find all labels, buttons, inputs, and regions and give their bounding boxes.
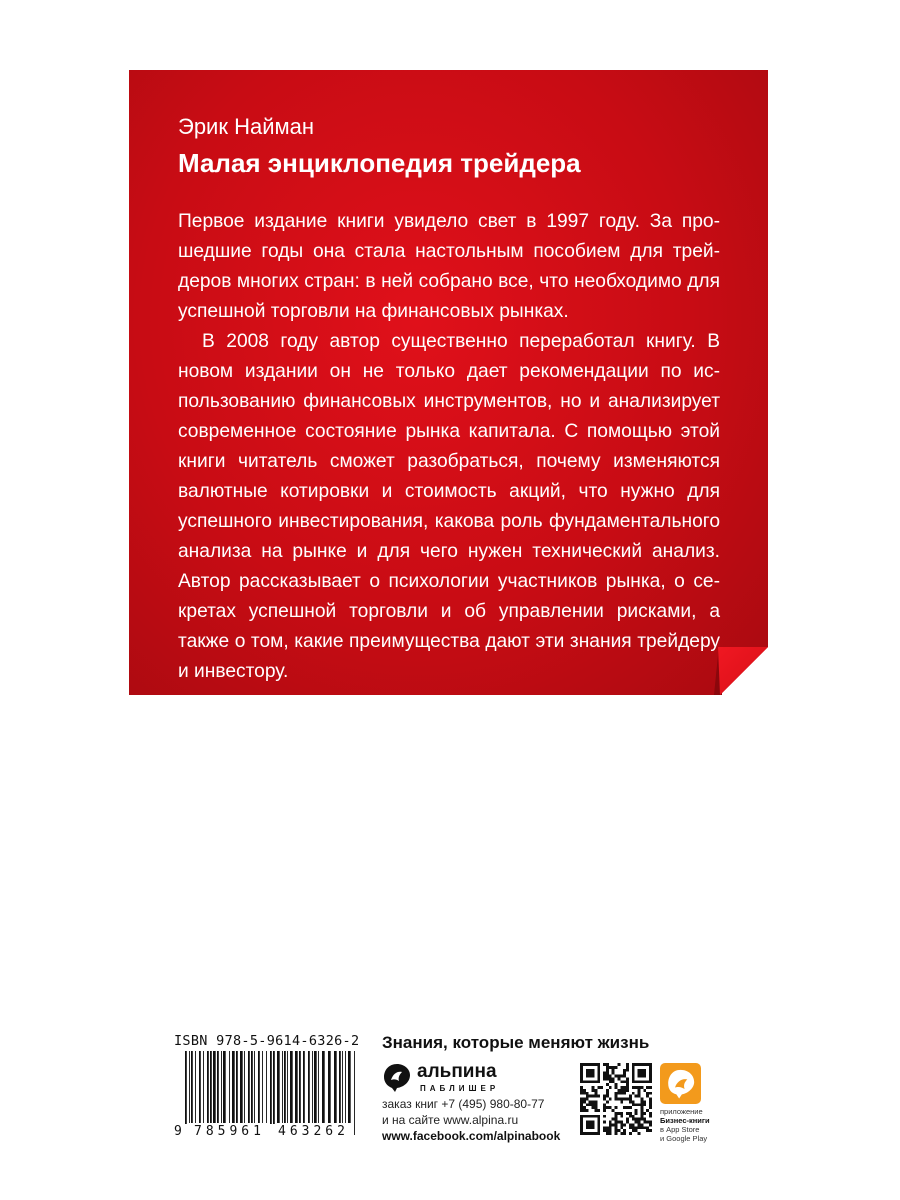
qr-module <box>626 1098 629 1101</box>
isbn-label: ISBN 978-5-9614-6326-2 <box>174 1033 360 1049</box>
qr-module <box>626 1083 629 1086</box>
order-phone: заказ книг +7 (495) 980-80-77 <box>382 1097 545 1111</box>
barcode-bar <box>254 1051 255 1123</box>
qr-module <box>615 1083 618 1086</box>
barcode-bar <box>251 1051 253 1123</box>
qr-module <box>623 1086 626 1089</box>
qr-module <box>615 1092 618 1095</box>
qr-module <box>603 1121 606 1124</box>
qr-module <box>586 1109 589 1112</box>
book-title: Малая энциклопедия трейдера <box>178 148 581 178</box>
qr-module <box>638 1126 641 1129</box>
qr-module <box>609 1066 612 1069</box>
qr-module <box>583 1098 586 1101</box>
qr-module <box>586 1095 589 1098</box>
barcode-bar <box>345 1051 346 1123</box>
ean-digits <box>174 1124 349 1139</box>
qr-module <box>620 1132 623 1135</box>
qr-module <box>609 1132 612 1135</box>
qr-module <box>626 1106 629 1109</box>
qr-module <box>609 1086 612 1089</box>
ean-digit-group: 785961 <box>194 1124 265 1139</box>
barcode-bar <box>229 1051 230 1123</box>
qr-module <box>620 1112 623 1115</box>
qr-module <box>623 1092 626 1095</box>
qr-module <box>615 1129 618 1132</box>
qr-module <box>603 1075 606 1078</box>
barcode-bar <box>284 1051 286 1123</box>
qr-module <box>603 1103 606 1106</box>
qr-module <box>623 1072 626 1075</box>
qr-module <box>620 1126 623 1129</box>
barcode-bar <box>189 1051 190 1123</box>
ean-digit-group: 9 <box>174 1124 182 1139</box>
qr-module <box>623 1106 626 1109</box>
qr-module <box>640 1123 643 1126</box>
qr-module <box>586 1092 589 1095</box>
barcode-bar <box>195 1051 196 1123</box>
qr-module <box>592 1086 595 1089</box>
qr-module <box>597 1095 600 1098</box>
qr-module <box>606 1092 609 1095</box>
qr-module <box>617 1092 620 1095</box>
qr-module <box>603 1126 606 1129</box>
barcode-bar <box>299 1051 301 1123</box>
qr-module <box>603 1109 606 1112</box>
qr-module <box>629 1095 632 1098</box>
qr-module <box>617 1063 620 1066</box>
barcode-bar <box>207 1051 209 1123</box>
qr-module <box>612 1123 615 1126</box>
qr-module <box>589 1100 592 1103</box>
barcode-bar <box>240 1051 243 1123</box>
barcode-bar <box>312 1051 313 1123</box>
qr-module <box>615 1118 618 1121</box>
qr-module <box>638 1132 641 1135</box>
qr-module <box>626 1089 629 1092</box>
qr-module <box>640 1118 643 1121</box>
qr-module <box>615 1123 618 1126</box>
qr-module <box>638 1092 641 1095</box>
qr-module <box>643 1103 646 1106</box>
qr-module <box>586 1098 589 1101</box>
qr-module <box>606 1100 609 1103</box>
qr-module <box>623 1123 626 1126</box>
barcode-bar <box>314 1051 317 1123</box>
qr-module <box>649 1129 652 1132</box>
ean-digit-group: 463262 <box>278 1124 349 1139</box>
qr-module <box>635 1103 638 1106</box>
barcode-bar <box>277 1051 280 1123</box>
qr-module <box>617 1089 620 1092</box>
qr-module <box>580 1089 583 1092</box>
qr-module <box>609 1106 612 1109</box>
qr-module <box>609 1126 612 1129</box>
alpina-logo-icon <box>382 1062 412 1092</box>
qr-module <box>606 1083 609 1086</box>
qr-module <box>629 1132 632 1135</box>
qr-module <box>580 1098 583 1101</box>
barcode-bar <box>334 1051 337 1123</box>
qr-module <box>646 1086 649 1089</box>
qr-module <box>649 1092 652 1095</box>
qr-module <box>646 1126 649 1129</box>
barcode-bar <box>266 1051 267 1123</box>
qr-module <box>626 1063 629 1066</box>
qr-module <box>583 1106 586 1109</box>
qr-module <box>580 1109 583 1112</box>
qr-module <box>615 1066 618 1069</box>
qr-module <box>600 1086 603 1089</box>
qr-module <box>646 1129 649 1132</box>
qr-module <box>617 1121 620 1124</box>
qr-module <box>603 1063 606 1066</box>
qr-module <box>594 1109 597 1112</box>
qr-module <box>612 1072 615 1075</box>
qr-module <box>626 1118 629 1121</box>
qr-module <box>640 1115 643 1118</box>
qr-module <box>623 1075 626 1078</box>
qr-module <box>592 1095 595 1098</box>
qr-module <box>646 1095 649 1098</box>
qr-module <box>620 1098 623 1101</box>
qr-module <box>626 1086 629 1089</box>
qr-module <box>603 1077 606 1080</box>
qr-module <box>583 1100 586 1103</box>
qr-module <box>609 1123 612 1126</box>
qr-module <box>649 1106 652 1109</box>
qr-module <box>626 1077 629 1080</box>
qr-module <box>626 1121 629 1124</box>
qr-module <box>649 1098 652 1101</box>
qr-module <box>623 1069 626 1072</box>
app-store-text: в App Store <box>660 1125 700 1134</box>
qr-module <box>586 1103 589 1106</box>
qr-module <box>606 1126 609 1129</box>
qr-module <box>606 1129 609 1132</box>
app-logo-icon <box>660 1063 701 1104</box>
qr-module <box>623 1098 626 1101</box>
qr-module <box>594 1106 597 1109</box>
qr-module <box>629 1098 632 1101</box>
qr-module <box>649 1121 652 1124</box>
qr-module <box>623 1129 626 1132</box>
publisher-name: альпина <box>417 1061 497 1082</box>
qr-module <box>643 1100 646 1103</box>
qr-module <box>638 1121 641 1124</box>
qr-module <box>629 1123 632 1126</box>
author-name: Эрик Найман <box>178 114 314 139</box>
qr-module <box>640 1086 643 1089</box>
barcode-bar <box>244 1051 245 1123</box>
qr-module <box>640 1112 643 1115</box>
qr-module <box>649 1103 652 1106</box>
qr-module <box>606 1132 609 1135</box>
qr-module <box>620 1092 623 1095</box>
qr-module <box>609 1129 612 1132</box>
qr-module <box>586 1121 595 1130</box>
qr-module <box>620 1080 623 1083</box>
qr-module <box>620 1121 623 1124</box>
qr-module <box>615 1095 618 1098</box>
description-paragraph: В 2008 году автор существенно переработал книгу. В новом издании он не только дает рекомендации по использованию финансовых инструментов, но и анализирует современное состояние рынка капитала. С помощью этой книги читатель сможет разобраться, почему изменяются валютные котировки и стоимость акций, что нужно для успешного инвестирования, какова роль фундаментального анализа на рынке и для чего нужен технический анализ. Автор рассказывает о психологии участников рынка, о секретах успешной торговли и об управлении рисками, а также о том, какие преимущества дают эти знания трейдеру и инвестору. <box>178 331 720 682</box>
qr-module <box>580 1092 583 1095</box>
page-fold-corner <box>718 647 768 695</box>
qr-module <box>609 1098 612 1101</box>
barcode-bar <box>221 1051 222 1123</box>
barcode-bar <box>185 1051 187 1135</box>
barcode-bar <box>223 1051 226 1123</box>
qr-module <box>635 1112 638 1115</box>
qr-module <box>632 1086 635 1089</box>
qr-module <box>620 1089 623 1092</box>
barcode-bar <box>217 1051 219 1123</box>
qr-module <box>592 1089 595 1092</box>
qr-module <box>597 1086 600 1089</box>
qr-module <box>646 1109 649 1112</box>
qr-module <box>606 1089 609 1092</box>
qr-module <box>609 1075 612 1078</box>
barcode-bar <box>354 1051 355 1135</box>
qr-module <box>615 1126 618 1129</box>
barcode-bar <box>236 1051 238 1123</box>
qr-module <box>649 1086 652 1089</box>
qr-module <box>635 1086 638 1089</box>
qr-module <box>629 1100 632 1103</box>
qr-module <box>583 1092 586 1095</box>
qr-module <box>638 1095 641 1098</box>
qr-module <box>632 1126 635 1129</box>
qr-module <box>623 1089 626 1092</box>
qr-module <box>603 1129 606 1132</box>
qr-module <box>638 1069 647 1078</box>
barcode-bar <box>232 1051 235 1123</box>
qr-module <box>606 1106 609 1109</box>
google-play-text: и Google Play <box>660 1134 708 1143</box>
qr-module <box>603 1098 606 1101</box>
qr-module <box>632 1103 635 1106</box>
qr-module <box>640 1103 643 1106</box>
qr-module <box>629 1126 632 1129</box>
qr-module <box>603 1115 606 1118</box>
qr-module <box>629 1106 632 1109</box>
qr-module <box>594 1103 597 1106</box>
qr-module <box>592 1103 595 1106</box>
qr-module <box>640 1098 643 1101</box>
qr-module <box>632 1100 635 1103</box>
qr-module <box>589 1103 592 1106</box>
barcode-bar <box>273 1051 275 1135</box>
qr-module <box>594 1100 597 1103</box>
qr-module <box>612 1109 615 1112</box>
qr-module <box>615 1086 618 1089</box>
qr-module <box>626 1080 629 1083</box>
qr-module <box>643 1121 646 1124</box>
barcode-bar <box>282 1051 283 1123</box>
facebook-link[interactable]: www.facebook.com/alpinabook <box>382 1129 561 1143</box>
qr-module <box>612 1077 615 1080</box>
qr-module <box>623 1132 626 1135</box>
qr-module <box>629 1112 632 1115</box>
qr-module <box>638 1118 641 1121</box>
qr-module <box>635 1126 638 1129</box>
qr-module <box>623 1080 626 1083</box>
qr-module <box>617 1077 620 1080</box>
qr-module <box>626 1112 629 1115</box>
qr-module <box>580 1103 583 1106</box>
qr-module <box>632 1118 635 1121</box>
qr-code-icon[interactable] <box>580 1063 652 1135</box>
qr-module <box>615 1106 618 1109</box>
qr-module <box>638 1123 641 1126</box>
barcode-bar <box>303 1051 305 1123</box>
barcode-bar <box>339 1051 341 1123</box>
qr-module <box>632 1115 635 1118</box>
qr-module <box>606 1072 609 1075</box>
qr-module <box>594 1092 597 1095</box>
qr-module <box>586 1069 595 1078</box>
qr-module <box>632 1123 635 1126</box>
barcode-bar <box>199 1051 201 1123</box>
app-name: Бизнес-книги <box>660 1116 710 1125</box>
qr-module <box>612 1118 615 1121</box>
qr-module <box>638 1103 641 1106</box>
qr-module <box>646 1092 649 1095</box>
qr-module <box>606 1077 609 1080</box>
qr-module <box>620 1075 623 1078</box>
qr-module <box>617 1075 620 1078</box>
qr-module <box>649 1100 652 1103</box>
qr-module <box>620 1086 623 1089</box>
qr-module <box>580 1106 583 1109</box>
barcode-bar <box>295 1051 298 1123</box>
qr-module <box>632 1092 635 1095</box>
barcode-bar <box>248 1051 250 1123</box>
barcode-bar <box>210 1051 212 1123</box>
qr-module <box>594 1095 597 1098</box>
qr-module <box>612 1080 615 1083</box>
qr-module <box>606 1066 609 1069</box>
qr-module <box>638 1086 641 1089</box>
barcode-bar <box>342 1051 343 1123</box>
qr-module <box>589 1095 592 1098</box>
qr-module <box>649 1112 652 1115</box>
qr-module <box>643 1112 646 1115</box>
barcode-bar <box>203 1051 204 1123</box>
website-link[interactable]: и на сайте www.alpina.ru <box>382 1113 519 1127</box>
barcode-bar <box>191 1051 193 1123</box>
qr-module <box>580 1086 583 1089</box>
qr-module <box>635 1109 638 1112</box>
qr-module <box>592 1106 595 1109</box>
qr-module <box>612 1066 615 1069</box>
qr-module <box>580 1100 583 1103</box>
qr-module <box>606 1075 609 1078</box>
qr-module <box>615 1075 618 1078</box>
qr-module <box>597 1109 600 1112</box>
qr-module <box>635 1129 638 1132</box>
qr-module <box>583 1109 586 1112</box>
qr-module <box>638 1089 641 1092</box>
qr-module <box>615 1132 618 1135</box>
qr-module <box>640 1109 643 1112</box>
qr-module <box>635 1121 638 1124</box>
qr-module <box>643 1126 646 1129</box>
barcode-bar <box>258 1051 260 1123</box>
qr-module <box>620 1123 623 1126</box>
qr-module <box>606 1095 609 1098</box>
qr-module <box>609 1121 612 1124</box>
qr-module <box>626 1069 629 1072</box>
qr-module <box>592 1100 595 1103</box>
qr-module <box>640 1100 643 1103</box>
qr-module <box>615 1098 618 1101</box>
qr-module <box>643 1118 646 1121</box>
barcode-bar <box>308 1051 310 1123</box>
publisher-subtitle: ПАБЛИШЕР <box>420 1084 500 1093</box>
qr-module <box>609 1080 612 1083</box>
qr-module <box>643 1089 646 1092</box>
qr-module <box>620 1100 623 1103</box>
barcode-bar <box>290 1051 293 1123</box>
qr-module <box>603 1106 606 1109</box>
qr-module <box>583 1089 586 1092</box>
qr-module <box>626 1066 629 1069</box>
qr-module <box>620 1115 623 1118</box>
barcode-bar <box>318 1051 319 1123</box>
barcode-bar <box>262 1051 263 1123</box>
barcode-bar <box>213 1051 216 1123</box>
barcode-bar <box>287 1051 288 1123</box>
barcode-bar <box>322 1051 325 1123</box>
qr-module <box>640 1126 643 1129</box>
qr-module <box>649 1123 652 1126</box>
app-caption: приложение <box>660 1107 703 1116</box>
barcode-bar <box>328 1051 331 1123</box>
qr-module <box>615 1112 618 1115</box>
qr-module <box>640 1106 643 1109</box>
qr-module <box>629 1115 632 1118</box>
qr-module <box>649 1115 652 1118</box>
qr-module <box>609 1077 612 1080</box>
qr-module <box>615 1121 618 1124</box>
qr-module <box>632 1129 635 1132</box>
qr-module <box>617 1112 620 1115</box>
qr-module <box>617 1129 620 1132</box>
qr-module <box>606 1069 609 1072</box>
qr-module <box>635 1118 638 1121</box>
qr-module <box>594 1089 597 1092</box>
qr-module <box>615 1115 618 1118</box>
qr-module <box>617 1098 620 1101</box>
description-paragraph: Первое издание книги увидело свет в 1997 году. За прошедшие годы она стала настольным пособием для трейдеров многих стран: в ней собрано все, что необходимо для успешной торговли на финансовых рынках. <box>178 211 720 322</box>
book-description <box>178 207 720 687</box>
qr-module <box>606 1063 609 1066</box>
publisher-slogan: Знания, которые меняют жизнь <box>382 1033 650 1052</box>
qr-module <box>646 1121 649 1124</box>
qr-module <box>603 1095 606 1098</box>
qr-module <box>635 1095 638 1098</box>
barcode-bar <box>348 1051 351 1123</box>
barcode-bar <box>270 1051 272 1135</box>
business-books-app-icon[interactable] <box>660 1063 701 1104</box>
qr-module <box>612 1069 615 1072</box>
qr-module <box>603 1072 606 1075</box>
